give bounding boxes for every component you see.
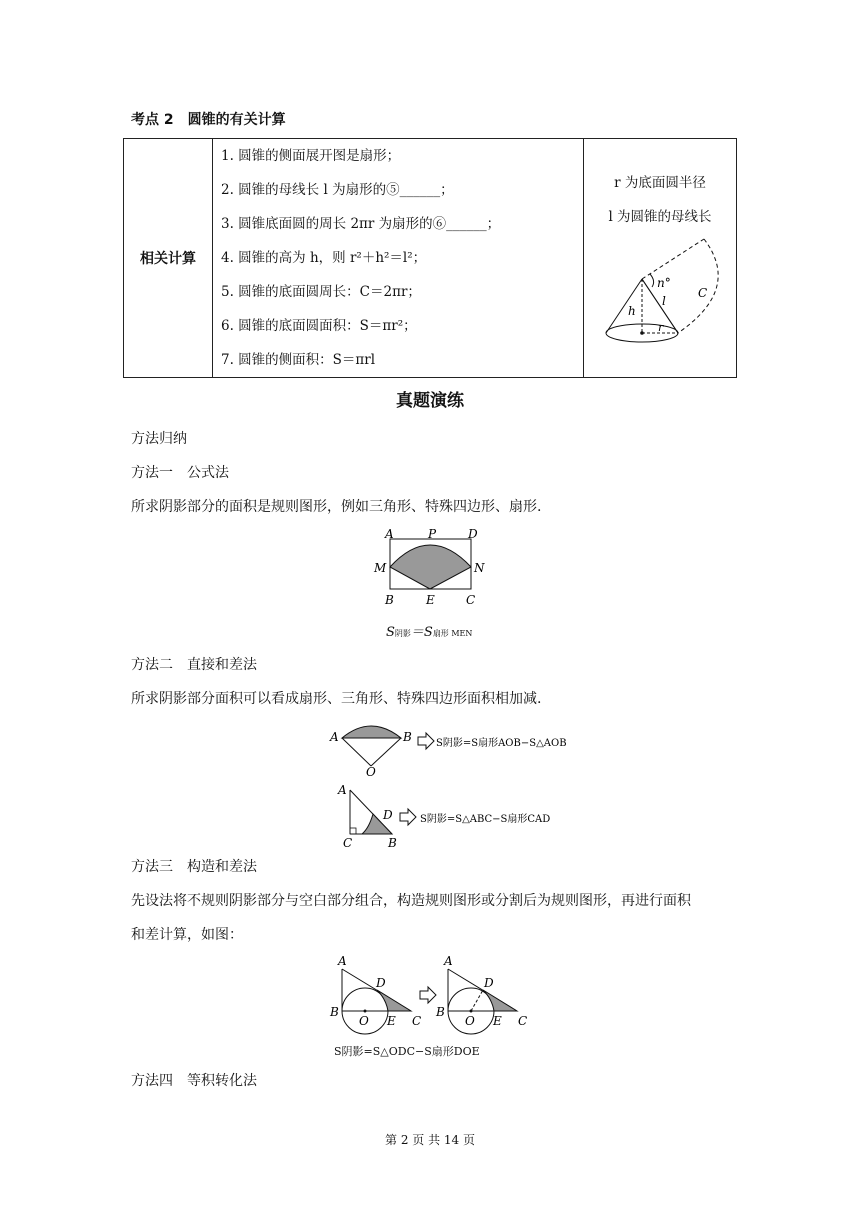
fig-h: h <box>628 304 636 318</box>
method3-desc1: 先设法将不规则阴影部分与空白部分组合，构造规则图形或分割后为规则图形，再进行面积 <box>131 893 691 909</box>
m2-C: C <box>343 836 353 850</box>
m3-E2: E <box>493 1014 502 1028</box>
m3-B2: B <box>436 1005 445 1019</box>
table-item: 6. 圆锥的底面圆面积：S＝πr²； <box>221 318 417 334</box>
m1-C: C <box>466 593 476 607</box>
m3-E: E <box>387 1014 396 1028</box>
m2-D: D <box>383 808 393 822</box>
table-item: 7. 圆锥的侧面积：S＝πrl <box>221 352 376 368</box>
page-footer: 第 2 页 共 14 页 <box>385 1133 475 1147</box>
m1-E: E <box>426 593 435 607</box>
cone-calc-table <box>123 138 737 378</box>
formula-S: S <box>386 625 395 640</box>
method3-figures <box>328 953 538 1035</box>
method1-desc: 所求阴影部分的面积是规则图形，例如三角形、特殊四边形、扇形. <box>131 499 542 515</box>
method2-figures <box>326 716 567 850</box>
m1-A: A <box>385 527 394 541</box>
m3-C2: C <box>518 1014 528 1028</box>
m1-P: P <box>428 527 437 541</box>
m3-A2: A <box>444 954 453 968</box>
table-item: 4. 圆锥的高为 h，则 r²＋h²＝l²； <box>221 250 427 266</box>
fig-r: r <box>658 321 664 334</box>
m3-O: O <box>359 1014 369 1028</box>
table-items <box>213 139 584 378</box>
m2-A: A <box>330 730 339 744</box>
formula-eq: ＝S <box>410 625 433 640</box>
m3-O2: O <box>465 1014 475 1028</box>
m3-C: C <box>412 1014 422 1028</box>
table-label: 相关计算 <box>124 139 213 378</box>
method2-title: 方法二 直接和差法 <box>131 657 257 673</box>
m3-D2: D <box>484 976 494 990</box>
m3-B: B <box>330 1005 339 1019</box>
m1-D: D <box>468 527 478 541</box>
table-figure-cell <box>584 139 737 378</box>
method3-desc2: 和差计算，如图： <box>131 927 243 943</box>
fig-n: n° <box>657 276 671 290</box>
method1-figure <box>370 527 490 609</box>
m2-O: O <box>366 765 376 779</box>
formula-sub1: 阴影 <box>394 629 411 638</box>
fig-C: C <box>698 286 708 300</box>
arrow-icon <box>418 733 434 749</box>
method1-formula <box>386 621 472 640</box>
formula-sub2: 扇形 MEN <box>432 629 473 638</box>
m2-formula1: S阴影=S扇形AOB−S△AOB <box>436 738 567 749</box>
note-l: l 为圆锥的母线长 <box>608 209 712 225</box>
m1-B: B <box>385 593 394 607</box>
fig-l: l <box>662 294 666 308</box>
m1-N: N <box>474 561 485 575</box>
table-item: 1. 圆锥的侧面展开图是扇形； <box>221 148 401 164</box>
method-summary: 方法归纳 <box>131 431 187 447</box>
m2-A2: A <box>338 783 347 797</box>
table-item: 3. 圆锥底面圆的周长 2πr 为扇形的⑥______； <box>221 216 501 232</box>
m3-D: D <box>376 976 386 990</box>
arrow-icon <box>420 987 436 1003</box>
method3-formula: S阴影=S△ODC−S扇形DOE <box>334 1045 480 1058</box>
m2-formula2: S阴影=S△ABC−S扇形CAD <box>420 814 551 825</box>
m2-B: B <box>403 730 412 744</box>
m3-A: A <box>338 954 347 968</box>
arrow-icon <box>400 809 416 825</box>
m2-B2: B <box>388 836 397 850</box>
method4-title: 方法四 等积转化法 <box>131 1073 257 1089</box>
table-item: 2. 圆锥的母线长 l 为扇形的⑤______； <box>221 182 454 198</box>
method3-title: 方法三 构造和差法 <box>131 859 257 875</box>
heading: 真题演练 <box>396 391 464 411</box>
cone-figure <box>602 229 732 349</box>
table-item: 5. 圆锥的底面圆周长：C＝2πr； <box>221 284 421 300</box>
m1-M: M <box>374 561 387 575</box>
note-r: r 为底面圆半径 <box>614 175 706 191</box>
method2-desc: 所求阴影部分面积可以看成扇形、三角形、特殊四边形面积相加减. <box>131 691 542 707</box>
method1-title: 方法一 公式法 <box>131 465 229 481</box>
section-title: 考点 2 圆锥的有关计算 <box>131 112 286 128</box>
